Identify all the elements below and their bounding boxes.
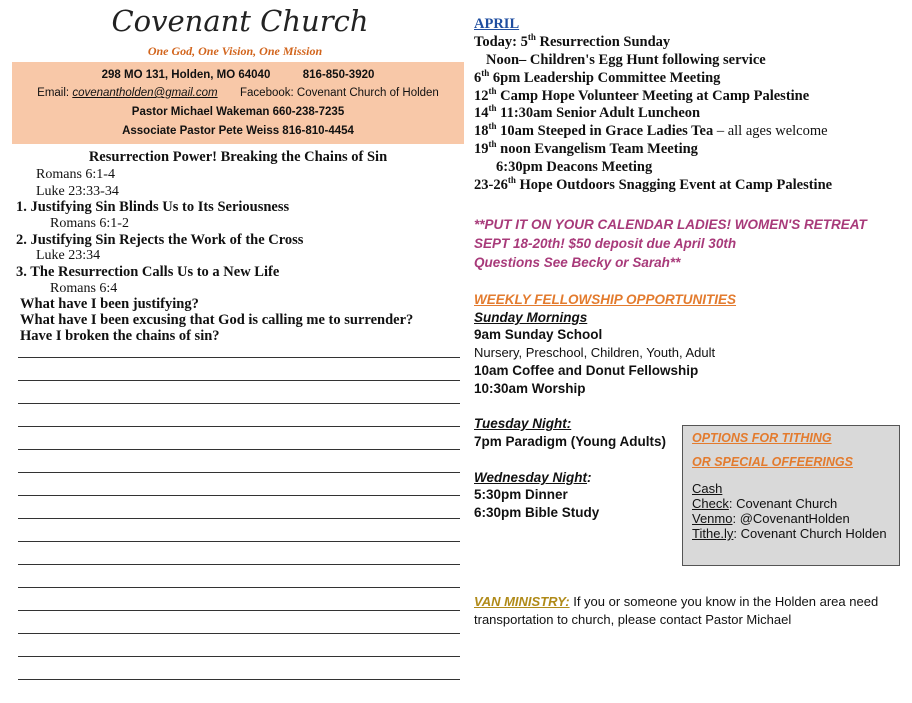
tithing-check: Check: Covenant Church [692, 496, 838, 511]
note-line [18, 587, 460, 588]
note-line [18, 518, 460, 519]
note-line [18, 610, 460, 611]
point-verse: Romans 6:1-2 [50, 216, 129, 231]
wednesday-heading: Wednesday Night: [474, 470, 592, 485]
tithing-options-box [682, 425, 900, 566]
calendar-event: 12th Camp Hope Volunteer Meeting at Camp Palestine [474, 86, 810, 104]
fellowship-heading: WEEKLY FELLOWSHIP OPPORTUNITIES [474, 292, 737, 307]
calendar-event: Today: 5th Resurrection Sunday [474, 32, 671, 50]
note-line [18, 449, 460, 450]
associate-pastor-line: Associate Pastor Pete Weiss 816-810-4454 [122, 125, 354, 137]
sermon-point: 3. The Resurrection Calls Us to a New Life [16, 264, 280, 280]
calendar-event: 6th 6pm Leadership Committee Meeting [474, 68, 721, 86]
note-line [18, 633, 460, 634]
calendar-event: 19th noon Evangelism Team Meeting [474, 139, 698, 157]
fellowship-item: 10am Coffee and Donut Fellowship [474, 363, 699, 378]
tithing-venmo: Venmo: @CovenantHolden [692, 511, 850, 526]
van-ministry-paragraph [474, 593, 894, 629]
church-address: 298 MO 131, Holden, MO 64040 [101, 69, 271, 81]
tithing-heading: OPTIONS FOR TITHING [692, 431, 832, 445]
calendar-event: 23-26th Hope Outdoors Snagging Event at Camp Palestine [474, 175, 833, 193]
church-tagline: One God, One Vision, One Mission [147, 44, 323, 58]
womens-retreat-line: Questions See Becky or Sarah** [474, 255, 681, 270]
fellowship-item: 10:30am Worship [474, 381, 586, 396]
van-ministry-label: VAN MINISTRY: [474, 594, 570, 609]
calendar-event: 18th 10am Steeped in Grace Ladies Tea – all ages welcome [474, 121, 828, 139]
tuesday-heading: Tuesday Night: [474, 416, 572, 431]
note-line [18, 472, 460, 473]
point-verse: Romans 6:4 [50, 281, 118, 296]
calendar-month-heading: APRIL [474, 16, 520, 32]
note-line [18, 679, 460, 680]
note-line [18, 495, 460, 496]
van-ministry-text: If you or someone you know in the Holden area need transportation to church, please contact Pastor Michael [474, 594, 879, 627]
email-link[interactable]: covenantholden@gmail.com [72, 87, 218, 99]
email-facebook-line [12, 87, 464, 99]
sunday-heading: Sunday Mornings [474, 310, 588, 325]
note-line [18, 656, 460, 657]
fellowship-item: Nursery, Preschool, Children, Youth, Adult [474, 345, 716, 360]
fellowship-item: 5:30pm Dinner [474, 487, 568, 502]
intro-verse: Luke 23:33-34 [36, 184, 119, 199]
fellowship-item: 9am Sunday School [474, 327, 603, 342]
tithing-cash: Cash [692, 481, 723, 496]
sermon-point: 1. Justifying Sin Blinds Us to Its Seriousness [16, 199, 290, 215]
fellowship-item: 6:30pm Bible Study [474, 505, 600, 520]
sermon-title: Resurrection Power! Breaking the Chains of Sin [88, 149, 388, 165]
womens-retreat-line: **PUT IT ON YOUR CALENDAR LADIES! WOMEN'S RETREAT [474, 217, 867, 232]
facebook-text: Facebook: Covenant Church of Holden [240, 87, 439, 99]
address-phone-line [12, 69, 464, 81]
note-line [18, 357, 460, 358]
note-line [18, 564, 460, 565]
note-line [18, 403, 460, 404]
calendar-event: 14th 11:30am Senior Adult Luncheon [474, 103, 701, 121]
church-phone: 816-850-3920 [302, 69, 375, 81]
reflection-question: What have I been justifying? [20, 296, 199, 312]
note-line [18, 426, 460, 427]
intro-verse: Romans 6:1-4 [36, 167, 115, 182]
fellowship-item: 7pm Paradigm (Young Adults) [474, 434, 667, 449]
reflection-question: What have I been excusing that God is calling me to surrender? [20, 312, 414, 328]
calendar-event: 6:30pm Deacons Meeting [496, 159, 653, 175]
church-name: Covenant Church [111, 4, 369, 38]
pastor-line: Pastor Michael Wakeman 660-238-7235 [131, 106, 345, 118]
point-verse: Luke 23:34 [36, 248, 101, 263]
tithing-heading: OR SPECIAL OFFEERINGS [692, 455, 853, 469]
contact-info-box [12, 62, 464, 144]
reflection-question: Have I broken the chains of sin? [20, 328, 220, 344]
sermon-point: 2. Justifying Sin Rejects the Work of the Cross [16, 232, 304, 248]
calendar-event: Noon– Children's Egg Hunt following service [486, 52, 766, 68]
note-line [18, 380, 460, 381]
note-line [18, 541, 460, 542]
email-label: Email: [37, 87, 70, 99]
tithing-tithely: Tithe.ly: Covenant Church Holden [692, 526, 887, 541]
womens-retreat-line: SEPT 18-20th! $50 deposit due April 30th [474, 236, 737, 251]
